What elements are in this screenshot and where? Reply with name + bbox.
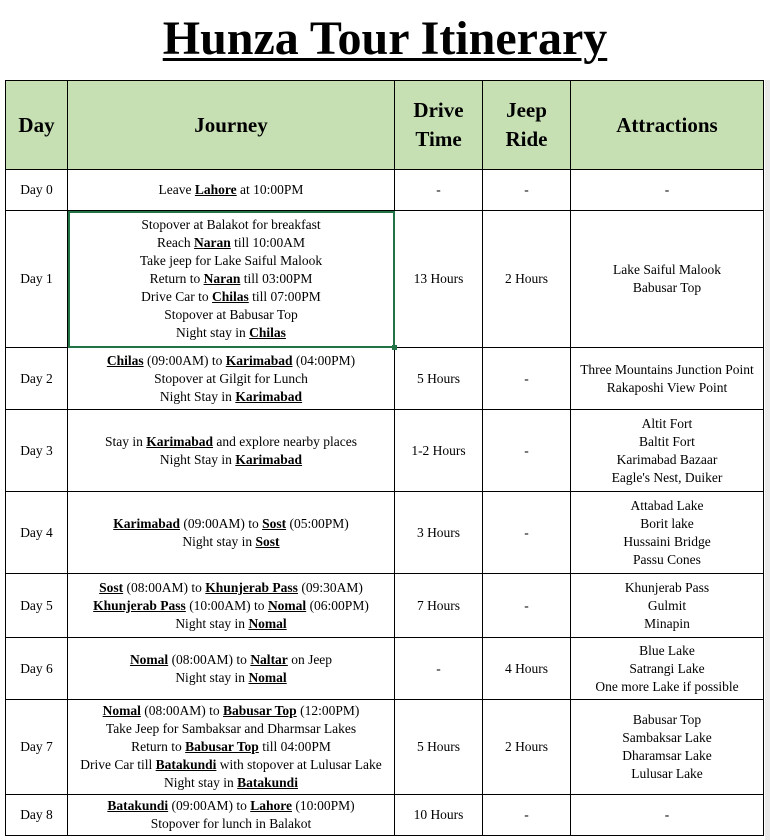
journey-text: Drive Car till <box>80 757 156 772</box>
header-drive-time[interactable] <box>395 81 483 170</box>
jeep-ride-cell[interactable]: - <box>483 795 571 836</box>
header-attractions[interactable] <box>571 81 764 170</box>
journey-line <box>68 815 394 833</box>
attraction-item: Blue Lake <box>639 642 695 658</box>
journey-text: till 10:00AM <box>230 235 306 250</box>
drive-time-cell[interactable]: 3 Hours <box>395 492 483 574</box>
journey-line <box>68 324 394 342</box>
journey-text: and explore nearby places <box>213 433 357 449</box>
place-name: Sost <box>99 579 124 595</box>
attraction-item: Attabad Lake <box>630 497 704 513</box>
place-name: Batakundi <box>155 757 217 772</box>
journey-text: Stopover at Gilgit for Lunch <box>154 370 308 386</box>
day-cell[interactable]: Day 1 <box>6 211 68 348</box>
place-name: Nomal <box>248 669 287 685</box>
day-cell[interactable]: Day 4 <box>6 492 68 574</box>
journey-text: (08:00AM) to <box>140 703 224 718</box>
attraction-item: Satrangi Lake <box>629 660 705 676</box>
day-cell[interactable]: Day 3 <box>6 410 68 492</box>
day-cell[interactable]: Day 0 <box>6 170 68 211</box>
drive-time-cell[interactable]: 7 Hours <box>395 574 483 638</box>
place-name: Naran <box>203 271 241 286</box>
table-row <box>6 700 764 795</box>
journey-text: Stopover at Babusar Top <box>164 307 298 322</box>
attraction-item: Dharamsar Lake <box>622 748 712 763</box>
place-name: Nomal <box>102 703 141 718</box>
day-cell[interactable]: Day 5 <box>6 574 68 638</box>
place-name: Karimabad <box>235 388 303 404</box>
drive-time-cell[interactable]: 1-2 Hours <box>395 410 483 492</box>
journey-text: (10:00PM) <box>292 798 355 813</box>
jeep-ride-cell[interactable]: 2 Hours <box>483 211 571 348</box>
place-name: Batakundi <box>237 775 298 790</box>
header-line: Attractions <box>616 112 718 137</box>
journey-line <box>68 597 394 615</box>
table-row <box>6 410 764 492</box>
header-line: Jeep <box>506 98 547 122</box>
place-name: Karimabad <box>113 515 180 531</box>
jeep-ride-cell[interactable]: - <box>483 574 571 638</box>
attraction-item: Passu Cones <box>633 551 701 567</box>
jeep-ride-cell[interactable]: - <box>483 170 571 211</box>
journey-line <box>68 433 394 451</box>
journey-text: Night stay in <box>182 533 256 549</box>
journey-text: Stopover for lunch in Balakot <box>150 816 312 831</box>
attraction-item: Babusar Top <box>632 712 702 727</box>
journey-text: on Jeep <box>287 651 333 667</box>
place-name: Chilas <box>212 289 249 304</box>
journey-text: Take jeep for Lake Saiful Malook <box>139 253 323 268</box>
place-name: Sost <box>262 515 287 531</box>
page-title <box>0 6 770 72</box>
journey-text: Night stay in <box>164 775 238 790</box>
journey-text: till 03:00PM <box>240 271 313 286</box>
attractions-cell[interactable] <box>571 492 764 574</box>
table-row <box>6 795 764 836</box>
place-name: Lahore <box>194 182 237 197</box>
table-row <box>6 211 764 348</box>
journey-text: (09:30AM) <box>297 579 363 595</box>
journey-cell[interactable] <box>68 638 395 700</box>
place-name: Lahore <box>250 798 293 813</box>
scrollbar[interactable] <box>765 80 770 840</box>
attraction-item: Eagle's Nest, Duiker <box>611 469 723 485</box>
jeep-ride-cell[interactable]: 2 Hours <box>483 700 571 795</box>
journey-text: (09:00AM) to <box>168 798 251 813</box>
table-row <box>6 348 764 410</box>
journey-text: Reach <box>156 235 195 250</box>
attractions-cell[interactable] <box>571 410 764 492</box>
journey-line <box>68 234 394 252</box>
header-line: Drive <box>413 98 464 122</box>
header-row <box>6 81 764 170</box>
attraction-item: Minapin <box>644 615 690 631</box>
header-line: Day <box>18 112 55 137</box>
jeep-ride-cell[interactable]: 4 Hours <box>483 638 571 700</box>
journey-line <box>68 181 394 199</box>
journey-text: (09:00AM) to <box>179 515 263 531</box>
journey-text: (05:00PM) <box>286 515 349 531</box>
place-name: Nomal <box>129 651 169 667</box>
place-name: Babusar Top <box>223 703 297 718</box>
place-name: Karimabad <box>235 451 303 467</box>
day-cell[interactable]: Day 8 <box>6 795 68 836</box>
attraction-item: Gulmit <box>647 597 687 613</box>
drive-time-cell[interactable]: 10 Hours <box>395 795 483 836</box>
day-cell[interactable]: Day 2 <box>6 348 68 410</box>
journey-cell[interactable] <box>68 348 395 410</box>
journey-text: (04:00PM) <box>292 352 356 368</box>
journey-cell[interactable] <box>68 492 395 574</box>
attraction-item: Hussaini Bridge <box>623 533 711 549</box>
table-row <box>6 574 764 638</box>
journey-line <box>68 306 394 324</box>
attractions-cell[interactable] <box>571 795 764 836</box>
place-name: Naltar <box>250 651 288 667</box>
journey-line <box>68 720 394 738</box>
header-line: Journey <box>194 112 268 137</box>
place-name: Babusar Top <box>185 739 259 754</box>
drive-time-cell[interactable]: - <box>395 638 483 700</box>
journey-cell[interactable] <box>68 795 395 836</box>
journey-line <box>68 738 394 756</box>
attraction-item: - <box>664 807 670 822</box>
journey-line <box>68 370 394 388</box>
journey-line <box>68 797 394 815</box>
journey-text: (08:00AM) to <box>168 651 251 667</box>
table-row <box>6 638 764 700</box>
attraction-item: Baltit Fort <box>639 433 695 449</box>
journey-text: Night stay in <box>175 669 249 685</box>
title-text: Hunza Tour Itinerary <box>162 12 608 65</box>
attraction-item: Lulusar Lake <box>631 766 703 781</box>
jeep-ride-cell[interactable]: - <box>483 410 571 492</box>
attractions-cell[interactable] <box>571 170 764 211</box>
itinerary-table <box>5 80 764 836</box>
attractions-cell[interactable] <box>571 638 764 700</box>
journey-line <box>68 352 394 370</box>
journey-text: Take Jeep for Sambaksar and Dharmsar Lakes <box>105 721 357 736</box>
place-name: Nomal <box>248 615 287 631</box>
jeep-ride-cell[interactable]: - <box>483 348 571 410</box>
place-name: Chilas <box>249 325 286 340</box>
journey-text: Night stay in <box>176 325 250 340</box>
drive-time-cell[interactable]: 13 Hours <box>395 211 483 348</box>
journey-line <box>68 515 394 533</box>
journey-text: with stopover at Lulusar Lake <box>216 757 382 772</box>
journey-line <box>68 451 394 469</box>
attractions-cell[interactable] <box>571 211 764 348</box>
attraction-item: Babusar Top <box>632 280 702 295</box>
journey-text: Drive Car to <box>141 289 213 304</box>
table-row <box>6 492 764 574</box>
journey-line <box>68 288 394 306</box>
journey-text: Night Stay in <box>159 451 236 467</box>
journey-text: Stay in <box>105 433 147 449</box>
journey-text: Return to <box>149 271 204 286</box>
journey-line <box>68 651 394 669</box>
attraction-item: Khunjerab Pass <box>624 579 710 595</box>
journey-line <box>68 615 394 633</box>
journey-text: Leave <box>158 182 195 197</box>
attraction-item: Sambaksar Lake <box>622 730 712 745</box>
journey-text: till 07:00PM <box>248 289 321 304</box>
journey-line <box>68 669 394 687</box>
journey-text: (06:00PM) <box>306 597 369 613</box>
place-name: Naran <box>194 235 231 250</box>
header-day[interactable] <box>6 81 68 170</box>
drive-time-cell[interactable]: - <box>395 170 483 211</box>
journey-text: at 10:00PM <box>236 182 304 197</box>
journey-line <box>68 252 394 270</box>
header-journey[interactable] <box>68 81 395 170</box>
journey-line <box>68 270 394 288</box>
journey-text: (08:00AM) to <box>123 579 206 595</box>
attraction-item: One more Lake if possible <box>595 678 739 694</box>
attraction-item: Three Mountains Junction Point <box>580 361 754 377</box>
header-line: Time <box>415 127 462 151</box>
journey-text: (10:00AM) to <box>185 597 268 613</box>
attraction-item: Borit lake <box>640 515 694 531</box>
place-name: Nomal <box>267 597 307 613</box>
attraction-item: Rakaposhi View Point <box>606 379 728 395</box>
attractions-cell[interactable] <box>571 574 764 638</box>
journey-line <box>68 774 394 792</box>
drive-time-cell[interactable]: 5 Hours <box>395 700 483 795</box>
journey-text: till 04:00PM <box>258 739 331 754</box>
journey-text: (09:00AM) to <box>143 352 226 368</box>
day-cell[interactable]: Day 7 <box>6 700 68 795</box>
journey-cell[interactable] <box>68 211 395 348</box>
journey-line <box>68 756 394 774</box>
journey-cell[interactable] <box>68 700 395 795</box>
attraction-item: Altit Fort <box>641 415 693 431</box>
attraction-item: - <box>664 182 670 197</box>
header-jeep-ride[interactable] <box>483 81 571 170</box>
attractions-cell[interactable] <box>571 348 764 410</box>
jeep-ride-cell[interactable]: - <box>483 492 571 574</box>
journey-line <box>68 388 394 406</box>
place-name: Karimabad <box>225 352 293 368</box>
place-name: Khunjerab Pass <box>205 579 298 595</box>
journey-text: Night Stay in <box>159 388 236 404</box>
place-name: Chilas <box>106 352 144 368</box>
journey-text: Night stay in <box>175 615 249 631</box>
journey-line <box>68 702 394 720</box>
header-line: Ride <box>505 127 548 151</box>
day-cell[interactable]: Day 6 <box>6 638 68 700</box>
place-name: Batakundi <box>107 798 169 813</box>
journey-cell[interactable] <box>68 574 395 638</box>
journey-text: Stopover at Balakot for breakfast <box>141 217 321 232</box>
journey-line <box>68 579 394 597</box>
attraction-item: Lake Saiful Malook <box>613 262 721 277</box>
journey-text: Return to <box>131 739 186 754</box>
attractions-cell[interactable] <box>571 700 764 795</box>
table-row <box>6 170 764 211</box>
place-name: Sost <box>255 533 280 549</box>
journey-cell[interactable] <box>68 170 395 211</box>
attraction-item: Karimabad Bazaar <box>616 451 718 467</box>
journey-cell[interactable] <box>68 410 395 492</box>
journey-line <box>68 533 394 551</box>
journey-text: (12:00PM) <box>296 703 360 718</box>
place-name: Karimabad <box>146 433 214 449</box>
place-name: Khunjerab Pass <box>93 597 186 613</box>
journey-line <box>68 216 394 234</box>
drive-time-cell[interactable]: 5 Hours <box>395 348 483 410</box>
